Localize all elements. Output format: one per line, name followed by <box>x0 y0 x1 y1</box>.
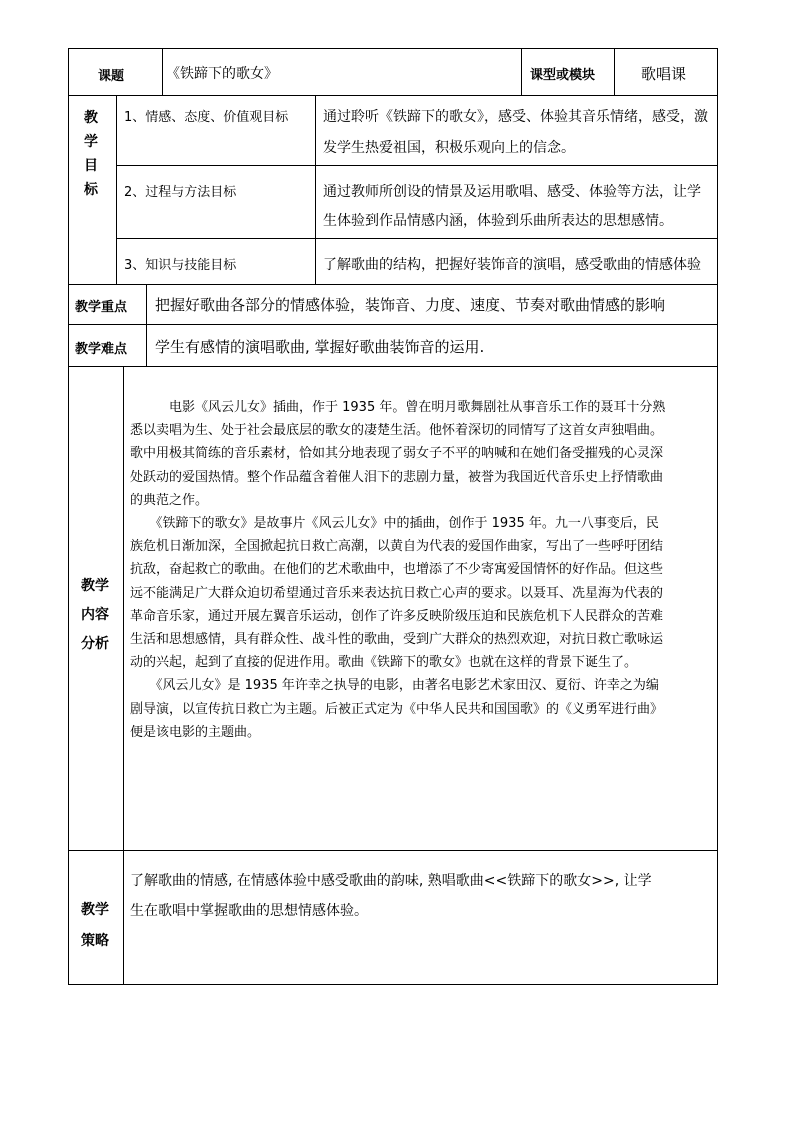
table-border-top <box>68 48 718 49</box>
analysis-line: 歌中用极其简练的音乐素材，恰如其分地表现了弱女子不平的呐喊和在她们备受摧残的心灵深 <box>130 446 664 462</box>
objectives-label-char: 教 <box>84 110 98 126</box>
objectives-label-char: 目 <box>84 158 98 174</box>
strategy-section-label <box>70 895 120 957</box>
objective-text-3-line-1: 了解歌曲的结构，把握好装饰音的演唱，感受歌曲的情感体验 <box>323 257 701 273</box>
header-divider-1 <box>162 48 163 95</box>
analysis-line: 剧导演，以宣传抗日救亡为主题。后被正式定为《中华人民共和国国歌》的《义勇军进行曲》 <box>130 701 664 717</box>
analysis-line: 电影《风云儿女》插曲，作于 1935 年。曾在明月歌舞剧社从事音乐工作的聂耳十分熟 <box>130 400 666 415</box>
objective-text-1-line-2: 发学生热爱祖国，积极乐观向上的信念。 <box>323 140 575 156</box>
analysis-line: 动的兴起，起到了直接的促进作用。歌曲《铁蹄下的歌女》也就在这样的背景下诞生了。 <box>130 655 638 671</box>
objective-label-1: 1、情感、态度、价值观目标 <box>124 110 289 125</box>
table-rule-objective-1 <box>116 165 718 166</box>
analysis-label-line: 内容 <box>81 607 109 623</box>
analysis-line: 的典范之作。 <box>130 492 209 508</box>
objectives-label-char: 标 <box>84 182 98 198</box>
analysis-line: 悉以卖唱为生、处于社会最底层的歌女的凄楚生活。他怀着深切的同情写了这首女声独唱曲。 <box>130 423 664 439</box>
objectives-section-label <box>74 106 108 202</box>
table-border-bottom <box>68 984 718 985</box>
strategy-label-line: 策略 <box>81 933 109 949</box>
table-rule-header <box>68 95 718 96</box>
analysis-label-line: 分析 <box>81 636 109 652</box>
key-point-divider <box>146 284 147 324</box>
key-point-label: 教学重点 <box>75 300 128 315</box>
topic-label: 课题 <box>98 69 125 84</box>
table-rule-objective-2 <box>116 238 718 239</box>
analysis-line: 生活和思想感情，具有群众性、战斗性的歌曲，受到广大群众的热烈欢迎，对抗日救亡歌咏运 <box>130 632 664 648</box>
table-rule-difficulty <box>68 366 718 367</box>
analysis-line: 《风云儿女》是 1935 年许幸之执导的电影，由著名电影艺术家田汉、夏衍、许幸之为编 <box>130 678 659 694</box>
type-label: 课型或模块 <box>530 68 596 83</box>
analysis-line: 革命音乐家，通过开展左翼音乐运动，创作了许多反映阶级压迫和民族危机下人民群众的苦难 <box>130 608 664 624</box>
table-border-right <box>717 48 718 985</box>
objective-text-2-line-2: 生体验到作品情感内涵，体验到乐曲所表达的思想感情。 <box>323 213 673 229</box>
difficulty-label: 教学难点 <box>75 342 128 357</box>
key-point-text: 把握好歌曲各部分的情感体验，装饰音、力度、速度、节奏对歌曲情感的影响 <box>155 296 666 314</box>
difficulty-text: 学生有感情的演唱歌曲, 掌握好歌曲装饰音的运用. <box>155 338 485 356</box>
table-rule-objectives <box>68 284 718 285</box>
table-border-left <box>68 48 69 985</box>
analysis-line: 便是该电影的主题曲。 <box>130 724 261 740</box>
strategy-line: 生在歌唱中掌握歌曲的思想情感体验。 <box>130 903 368 919</box>
objective-label-3: 3、知识与技能目标 <box>124 258 237 273</box>
analysis-line: 《铁蹄下的歌女》是故事片《风云儿女》中的插曲，创作于 1935 年。九一八事变后，民 <box>130 516 659 532</box>
analysis-divider <box>123 366 124 850</box>
objectives-divider-content <box>315 95 316 284</box>
objective-label-2: 2、过程与方法目标 <box>124 185 237 200</box>
strategy-body <box>130 866 714 926</box>
objectives-divider-label <box>116 95 117 284</box>
strategy-label-line: 教学 <box>81 902 109 918</box>
analysis-line: 族危机日渐加深，全国掀起抗日救亡高潮，以黄自为代表的爱国作曲家，写出了一些呼吁团结 <box>130 539 664 555</box>
strategy-divider <box>123 850 124 984</box>
header-divider-2 <box>521 48 522 95</box>
analysis-section-label <box>70 572 120 659</box>
analysis-line: 抗敌，奋起救亡的歌曲。在他们的艺术歌曲中，也增添了不少寄寓爱国情怀的好作品。但这些 <box>130 562 664 578</box>
header-divider-3 <box>614 48 615 95</box>
type-value: 歌唱课 <box>641 65 687 83</box>
strategy-line: 了解歌曲的情感, 在情感体验中感受歌曲的韵味, 熟唱歌曲<<铁蹄下的歌女>>, 让学 <box>130 873 652 889</box>
table-rule-key-point <box>68 324 718 325</box>
analysis-line: 处跃动的爱国热情。整个作品蕴含着催人泪下的悲剧力量，被誉为我国近代音乐史上抒情歌曲 <box>130 469 664 485</box>
table-rule-analysis <box>68 850 718 851</box>
objective-text-2-line-1: 通过教师所创设的情景及运用歌唱、感受、体验等方法，让学 <box>323 184 701 200</box>
objective-text-1-line-1: 通过聆听《铁蹄下的歌女》，感受、体验其音乐情绪，感受，激 <box>323 109 708 125</box>
analysis-line: 远不能满足广大群众迫切希望通过音乐来表达抗日救亡心声的要求。以聂耳、冼星海为代表的 <box>130 585 664 601</box>
difficulty-divider <box>146 324 147 366</box>
analysis-label-line: 教学 <box>81 578 109 594</box>
topic-value: 《铁蹄下的歌女》 <box>166 66 278 82</box>
analysis-body <box>130 396 714 744</box>
objectives-label-char: 学 <box>84 134 98 150</box>
